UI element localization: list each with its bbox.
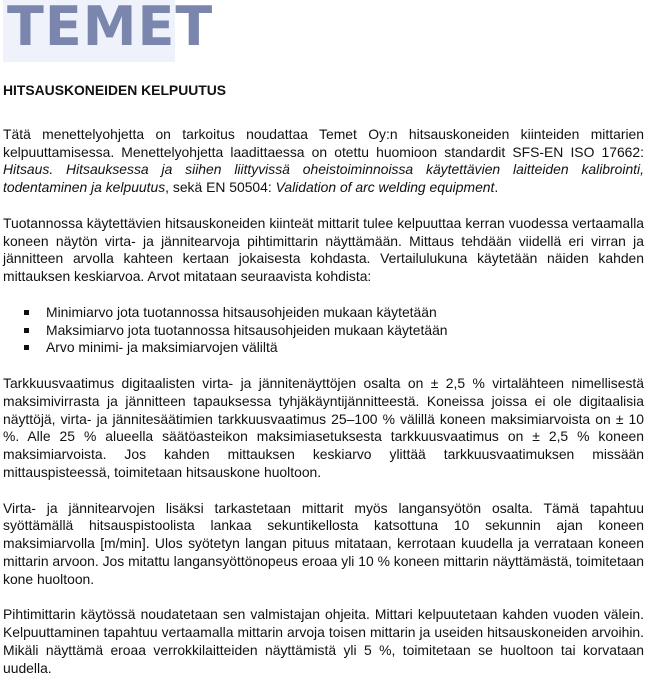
paragraph-measurement: Tuotannossa käytettävien hitsauskoneiden kiinteät mittarit tulee kelpuuttaa kerran vuodessa vertaamalla koneen näytön virta- ja jännitearvoja pihtimittarin näyttämään. Mittaus tehdään viidellä eri virran ja jännitteen arvolla kahteen kertaan jokaisesta kohdasta. Vertailulukuna käytetään näiden kahden mittauksen keskiarvoa. Arvot mitataan seuraavista kohdista: xyxy=(3,214,644,285)
list-item: Minimiarvo jota tuotannossa hitsausohjeiden mukaan käytetään xyxy=(3,304,644,322)
paragraph-accuracy: Tarkkuusvaatimus digitaalisten virta- ja jännitenäyttöjen osalta on ± 2,5 % virtalähteen nimellisestä maksimivirrasta ja jännitteen tapauksessa tyhjäkäyntijännitteestä. Koneissa joissa ei ole digitaalisia näyttöjä, virta- ja jännitesäätimien tarkkuusvaatimus 25–100 % välillä koneen maksimiarvoista on ± 10 %. Alle 25 % alueella säätöasteikon maksimiasetuksesta tarkkuusvaatimus on ± 2,5 % koneen maksimiarvoista. Jos kahden mittauksen keskiarvo ylittää tarkkuusvaatimuksen missään mittauspisteessä, toimitetaan hitsauskone huoltoon. xyxy=(3,374,644,480)
logo-text: TEMET xyxy=(7,0,214,58)
intro-text-e: . xyxy=(494,179,499,196)
paragraph-clamp-meter: Pihtimittarin käytössä noudatetaan sen valmistajan ohjeita. Mittari kelpuutetaan kahden vuoden välein. Kelpuuttaminen tapahtuu vertaamalla mittarin arvoja toisen mittarin ja useiden hitsauskoneiden arvoihin. Mikäli näyttämä eroaa verrokkilaitteiden näyttämistä yli 5 %, toimitetaan se huoltoon tai korvataan uudella. xyxy=(3,606,644,676)
document-title: HITSAUSKONEIDEN KELPUUTUS xyxy=(3,82,227,98)
intro-standard-title-1: Hitsaus. Hitsauksessa ja siihen liittyvissä oheistoiminnoissa käytettävien laitteiden kalibrointi, todentaminen ja kelpuutus xyxy=(3,161,644,196)
paragraph-wire-feed: Virta- ja jännitearvojen lisäksi tarkastetaan mittarit myös langansyötön osalta. Tämä tapahtuu syöttämällä hitsauspistoolista lankaa sekuntikellosta katsottuna 10 sekunnin ajan koneen maksimiarvolla [m/min]. Ulos syötetyn langan pituus mitataan, kerrotaan kuudella ja verrataan koneen mittarin arvoon. Jos mitattu langansyöttönopeus eroaa yli 10 % koneen mittarin näyttämästä, toimitetaan kone huoltoon. xyxy=(3,499,644,587)
temet-logo xyxy=(3,0,214,62)
intro-text-c: , sekä EN 50504: xyxy=(165,179,276,196)
intro-text-a: Tätä menettelyohjetta on tarkoitus noudattaa Temet Oy:n hitsauskoneiden kiinteiden mittarien kelpuuttamisessa. Menettelyohjetta laadittaessa on otettu huomioon standardit SFS-EN ISO 17662: xyxy=(3,125,644,160)
paragraph-intro xyxy=(3,126,644,197)
intro-standard-title-2: Validation of arc welding equipment xyxy=(275,179,495,196)
measurement-points-list xyxy=(3,304,644,357)
list-item: Maksimiarvo jota tuotannossa hitsausohjeiden mukaan käytetään xyxy=(3,322,644,340)
list-item: Arvo minimi- ja maksimiarvojen väliltä xyxy=(3,339,644,357)
document-body xyxy=(3,82,644,695)
